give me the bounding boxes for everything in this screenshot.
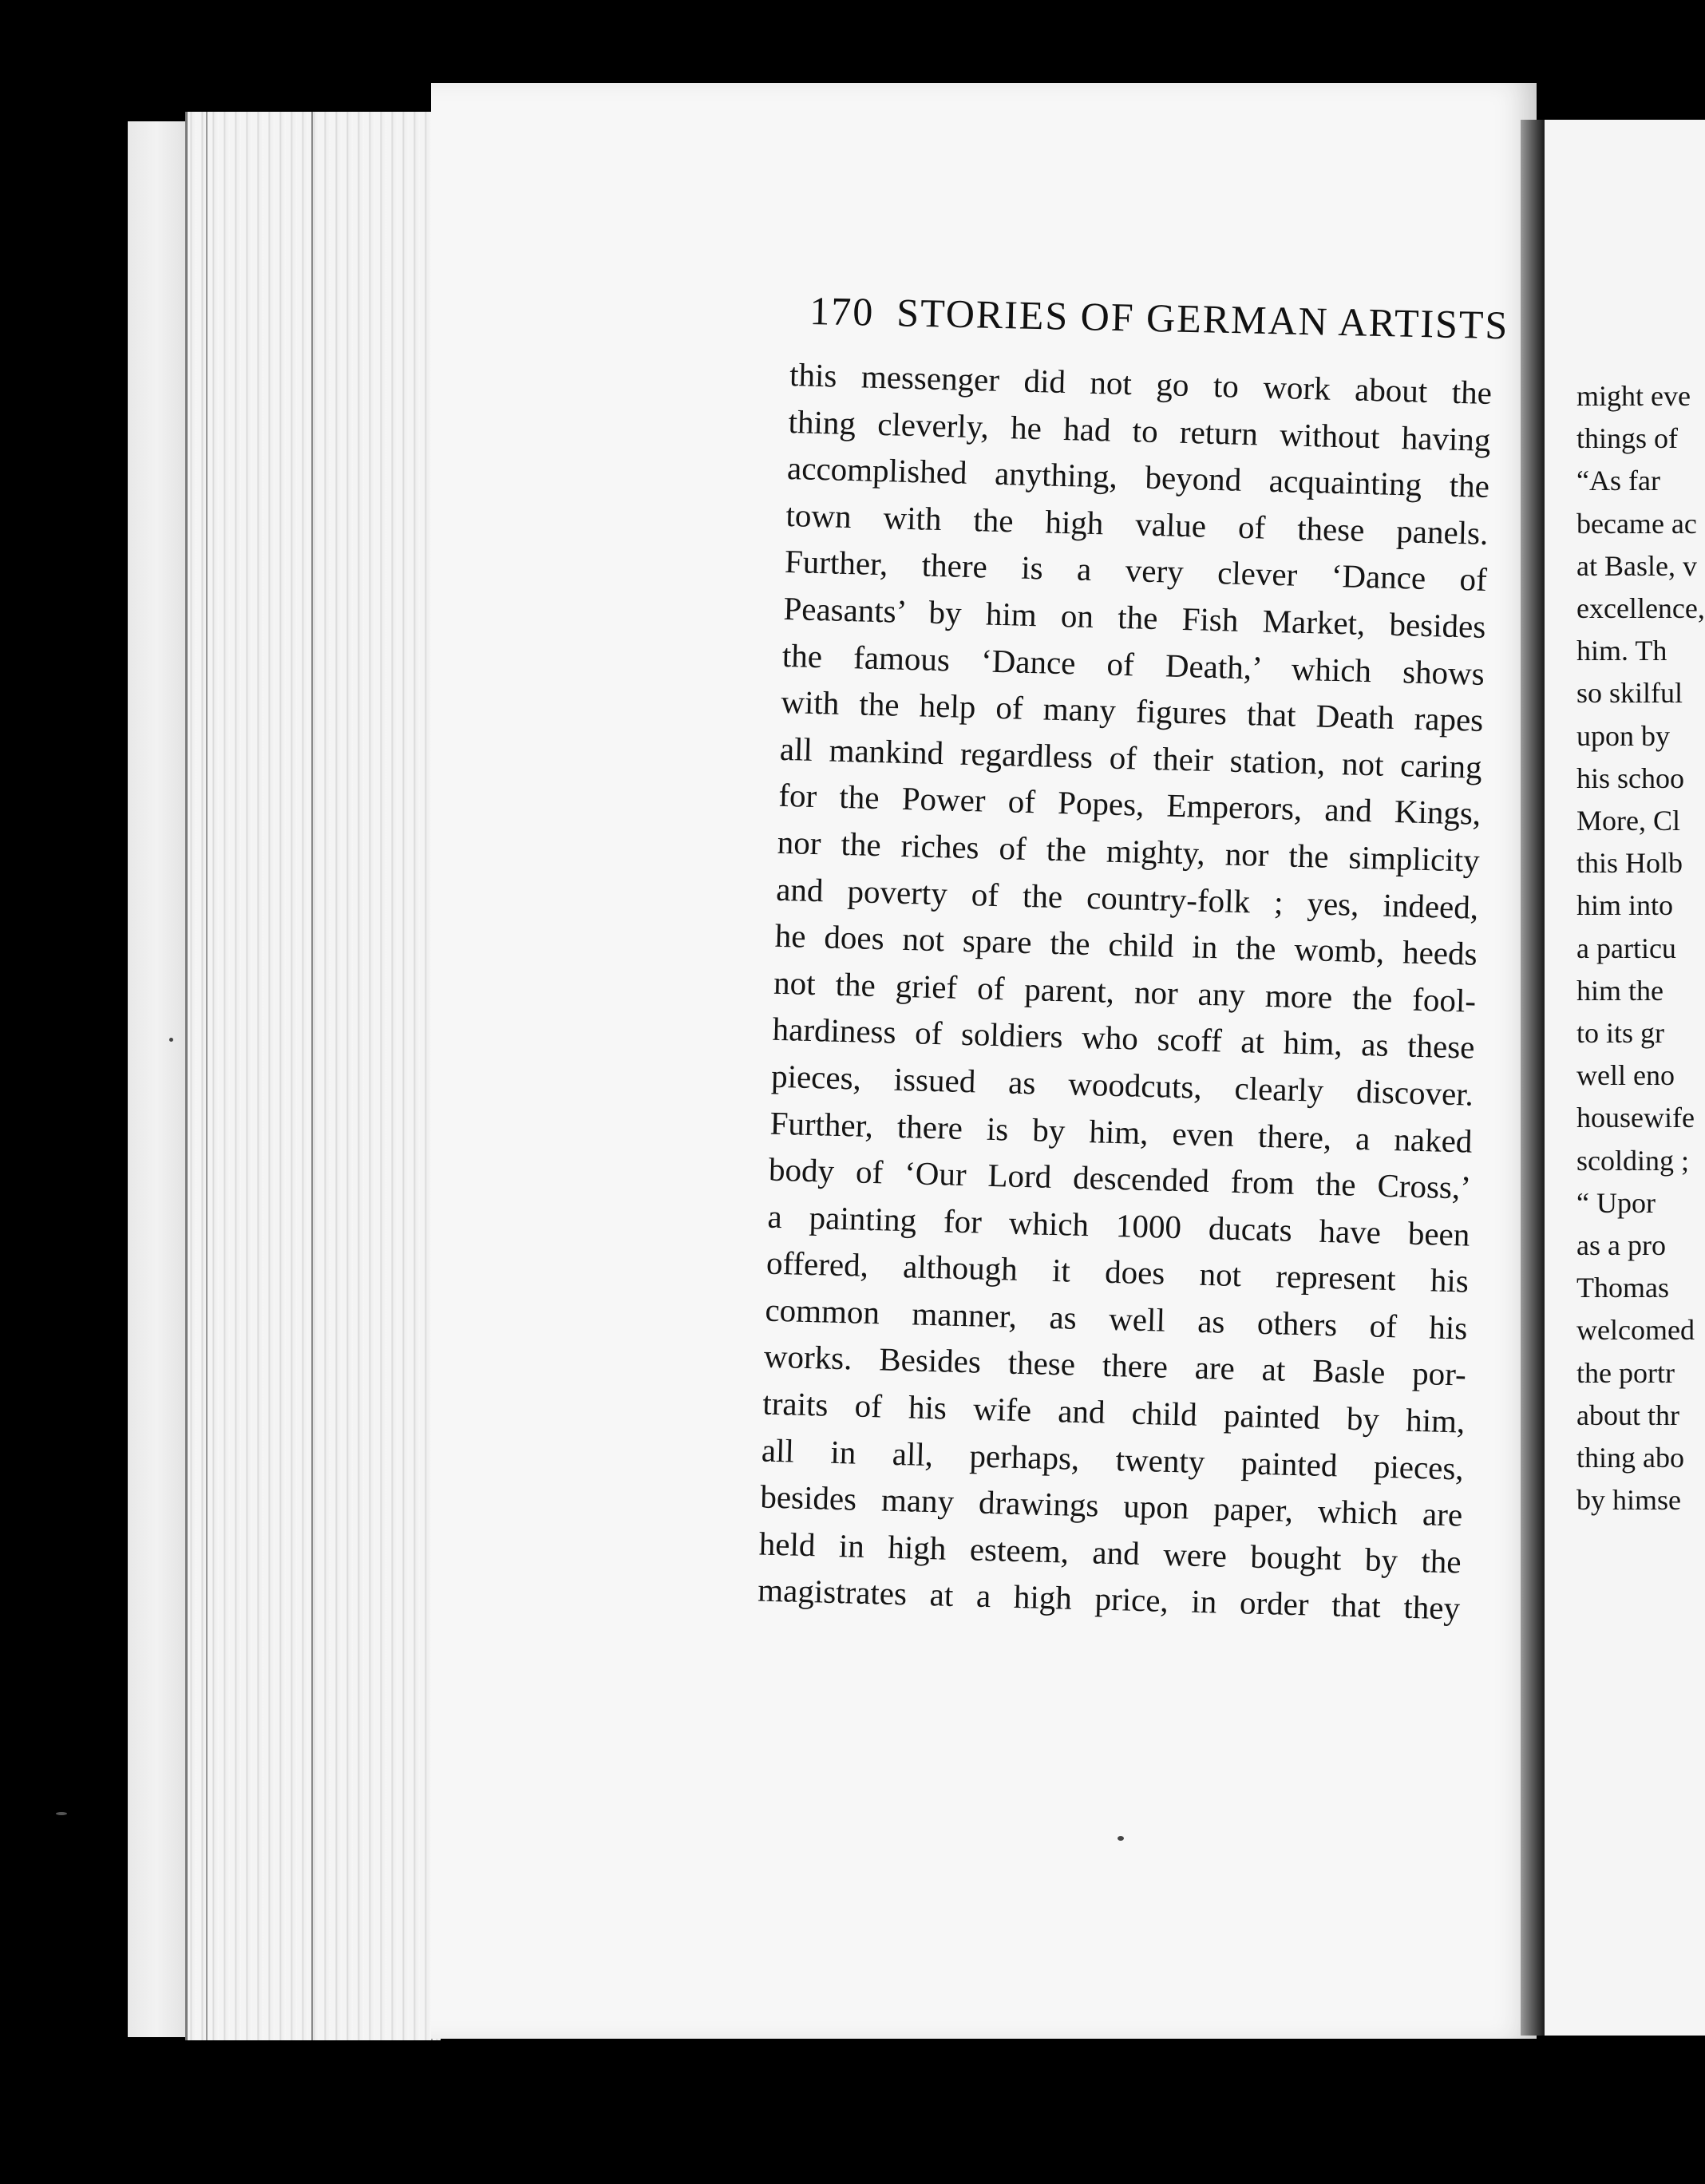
text-line: common manner, as well as others of his bbox=[764, 1291, 1468, 1347]
text-line: all in all, perhaps, twenty painted pieces, bbox=[761, 1431, 1465, 1487]
book-gutter bbox=[1521, 120, 1545, 2036]
text-line: might eve bbox=[1576, 380, 1691, 412]
text-line: for the Power of Popes, Emperors, and Kings, bbox=[777, 777, 1481, 833]
text-line: him the bbox=[1576, 974, 1663, 1007]
text-line: “ Upor bbox=[1576, 1186, 1656, 1219]
text-line: upon by bbox=[1576, 719, 1670, 752]
text-line: body of ‘Our Lord descended from the Cross,’ bbox=[768, 1150, 1472, 1206]
text-line: not the grief of parent, nor any more the fool- bbox=[773, 963, 1477, 1019]
text-line: scolding ; bbox=[1576, 1144, 1689, 1177]
text-line: More, Cl bbox=[1576, 805, 1680, 837]
text-line: a particu bbox=[1576, 932, 1676, 964]
text-line: to its gr bbox=[1576, 1017, 1665, 1050]
text-line: at Basle, v bbox=[1576, 549, 1697, 582]
text-line: Further, there is a very clever ‘Dance of bbox=[784, 543, 1488, 599]
running-head-title: STORIES OF GERMAN ARTISTS bbox=[896, 290, 1509, 348]
text-line: this Holb bbox=[1576, 847, 1683, 880]
text-line: this messenger did not go to work about the bbox=[789, 355, 1493, 412]
text-line: him into bbox=[1576, 889, 1674, 922]
text-line: traits of his wife and child painted by him, bbox=[762, 1384, 1466, 1440]
text-line: housewife bbox=[1576, 1102, 1695, 1134]
text-line: offered, although it does not represent his bbox=[765, 1244, 1470, 1300]
text-line: thing cleverly, he had to return without having bbox=[788, 402, 1492, 458]
text-line: works. Besides these there are at Basle por- bbox=[763, 1338, 1467, 1394]
text-line: he does not spare the child in the womb, heeds bbox=[774, 916, 1478, 972]
text-line: Thomas bbox=[1576, 1272, 1669, 1304]
edge-line bbox=[185, 112, 188, 2040]
paper-speck bbox=[1118, 1836, 1124, 1841]
text-line: him. Th bbox=[1576, 635, 1667, 667]
text-line: about thr bbox=[1576, 1399, 1679, 1431]
text-line: besides many drawings upon paper, which are bbox=[759, 1478, 1463, 1533]
text-line: with the help of many figures that Death rapes bbox=[780, 683, 1484, 739]
text-line: Further, there is by him, even there, a naked bbox=[769, 1104, 1474, 1160]
scan-mark bbox=[56, 1812, 67, 1815]
paper-speck bbox=[169, 1038, 173, 1042]
page-stack-edge bbox=[185, 112, 441, 2040]
text-line: the portr bbox=[1576, 1356, 1675, 1389]
right-page-text bbox=[1576, 375, 1705, 1521]
text-line: magistrates at a high price, in order that they bbox=[757, 1571, 1461, 1627]
text-line: thing abo bbox=[1576, 1442, 1684, 1474]
text-line: so skilful bbox=[1576, 677, 1683, 710]
text-line: and poverty of the country-folk ; yes, indeed, bbox=[775, 870, 1479, 926]
text-line: held in high esteem, and were bought by the bbox=[758, 1525, 1462, 1581]
text-line: became ac bbox=[1576, 507, 1697, 540]
page-number: 170 bbox=[809, 287, 875, 334]
text-line: “As far bbox=[1576, 465, 1660, 497]
text-line: Peasants’ by him on the Fish Market, besides bbox=[782, 589, 1486, 645]
text-line: welcomed bbox=[1576, 1314, 1695, 1347]
text-line: excellence, bbox=[1576, 592, 1705, 625]
text-line: all mankind regardless of their station, not caring bbox=[779, 730, 1483, 785]
edge-line bbox=[206, 112, 208, 2040]
text-line: as a pro bbox=[1576, 1229, 1666, 1262]
text-line: by himse bbox=[1576, 1484, 1681, 1517]
text-line: well eno bbox=[1576, 1059, 1675, 1092]
text-line: the famous ‘Dance of Death,’ which shows bbox=[781, 636, 1485, 692]
text-line: his schoo bbox=[1576, 762, 1684, 794]
text-line: pieces, issued as woodcuts, clearly discover. bbox=[770, 1057, 1474, 1113]
text-line: things of bbox=[1576, 422, 1679, 455]
page-body-text bbox=[758, 351, 1509, 1632]
text-line: nor the riches of the mighty, nor the simplicity bbox=[777, 823, 1481, 879]
edge-line bbox=[311, 112, 313, 2040]
text-line: a painting for which 1000 ducats have been bbox=[767, 1197, 1470, 1253]
text-line: hardiness of soldiers who scoff at him, as these bbox=[772, 1011, 1476, 1066]
text-line: accomplished anything, beyond acquainting the bbox=[786, 449, 1490, 505]
text-line: town with the high value of these panels. bbox=[785, 496, 1489, 552]
